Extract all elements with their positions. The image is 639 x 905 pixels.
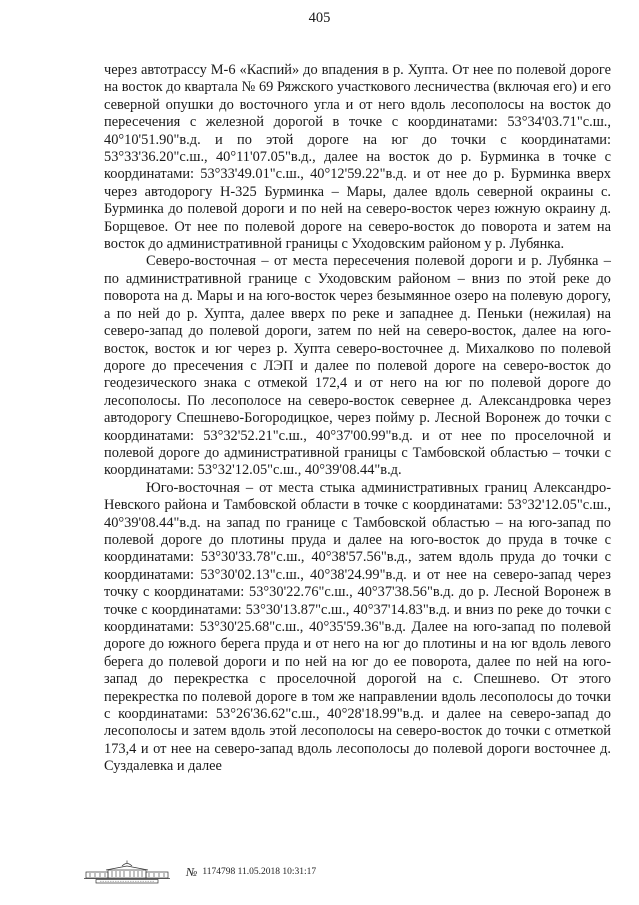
paragraph-northeast-boundary: Северо-восточная – от места пересечения полевой дороги и р. Лубянка – по административной границе с Уходовским районом – вниз по этой реке до поворота на д. Мары и на юго-восток через безымянное озеро на полевую дорогу, а по ней до р. Хупта, далее вверх по реке и западнее д. Пеньки (нежилая) на северо-запад до полевой дороги, затем по ней на северо-восток, далее на юго-восток, восток и юг через р. Хупта северо-восточнее д. Михалково по полевой дороге до пресечения с ЛЭП и далее по полевой дороге на северо-восток до геодезического знака с отмекой 172,4 и от него на юг по полевой дороге до лесополосы. По лесополосе на северо-восток севернее д. Александровка через автодорогу Спешнево-Богородицкое, через пойму р. Лесной Воронеж до точки с координатами: 53°32'52.21"с.ш., 40°37'00.99"в.д. и от нее по проселочной и полевой дороге до административной границы с Тамбовской областью – точки с координатами: 53°32'12.05"с.ш., 40°39'08.44"в.д.: [104, 253, 611, 479]
document-registration-info: 1174798 11.05.2018 10:31:17: [202, 867, 317, 877]
government-building-icon: [82, 860, 172, 884]
document-footer: [82, 860, 316, 884]
page-number: 405: [308, 10, 331, 26]
paragraph-southeast-boundary: Юго-восточная – от места стыка административных границ Александро-Невского района и Тамбовской области в точке с координатами: 53°32'12.05"с.ш., 40°39'08.44"в.д. на запад по границе с Тамбовской областью – на юго-запад по полевой дороге до плотины пруда и далее на юго-восток до пруда в точке с координатами: 53°30'33.78"с.ш., 40°38'57.56"в.д., затем вдоль пруда до точки с координатами: 53°30'02.13"с.ш., 40°38'24.99"в.д. и от нее на северо-запад через точку с координатами: 53°30'22.76"с.ш., 40°37'38.56"в.д. до р. Лесной Воронеж в точке с координатами: 53°30'13.87"с.ш., 40°37'14.83"в.д. и вниз по реке до точки с координатами: 53°30'25.68"с.ш., 40°35'59.36"в.д. Далее на юго-запад по полевой дороге до южного берега пруда и от него на юг до плотины и на юг вдоль левого берега до полевой дороги и по ней на юг до ее поворота, далее по ней на юго-запад до перекрестка с проселочной дорогой на с. Спешнево. От этого перекрестка по полевой дороге в том же направлении вдоль лесополосы до точки с координатами: 53°26'36.62"с.ш., 40°28'18.99"в.д. и далее на северо-запад до лесополосы и затем вдоль этой лесополосы на северо-восток до точки с отметкой 173,4 и от нее на северо-запад вдоль лесополосы до полевой дороги восточнее д. Суздалевка и далее: [104, 479, 611, 775]
paragraph-western-boundary: через автотрассу М-6 «Каспий» до впадения в р. Хупта. От нее по полевой дороге на восток до квартала № 69 Ряжского участкового лесничества (включая его) и его северной опушки до восточного угла и от него вдоль лесополосы на восток до пересечения с железной дорогой в точке с координатами: 53°34'03.71"с.ш., 40°10'51.90"в.д. и по этой дороге на юг до точки с координатами: 53°33'36.20"с.ш., 40°11'07.05"в.д., далее на восток до р. Бурминка в точке с координатами: 53°33'49.01"с.ш., 40°12'59.22"в.д. и от нее до р. Бурминка вверх через автодорогу Н-325 Бурминка – Мары, далее вдоль северной окраины с. Бурминка до полевой дороги и по ней на северо-восток через южную окраину д. Борщевое. От нее по полевой дороге на северо-восток до поворота и затем на восток до административной границы с Уходовским районом у р. Лубянка.: [104, 62, 611, 253]
document-number-mark: №: [186, 864, 198, 879]
document-body: [104, 62, 611, 776]
